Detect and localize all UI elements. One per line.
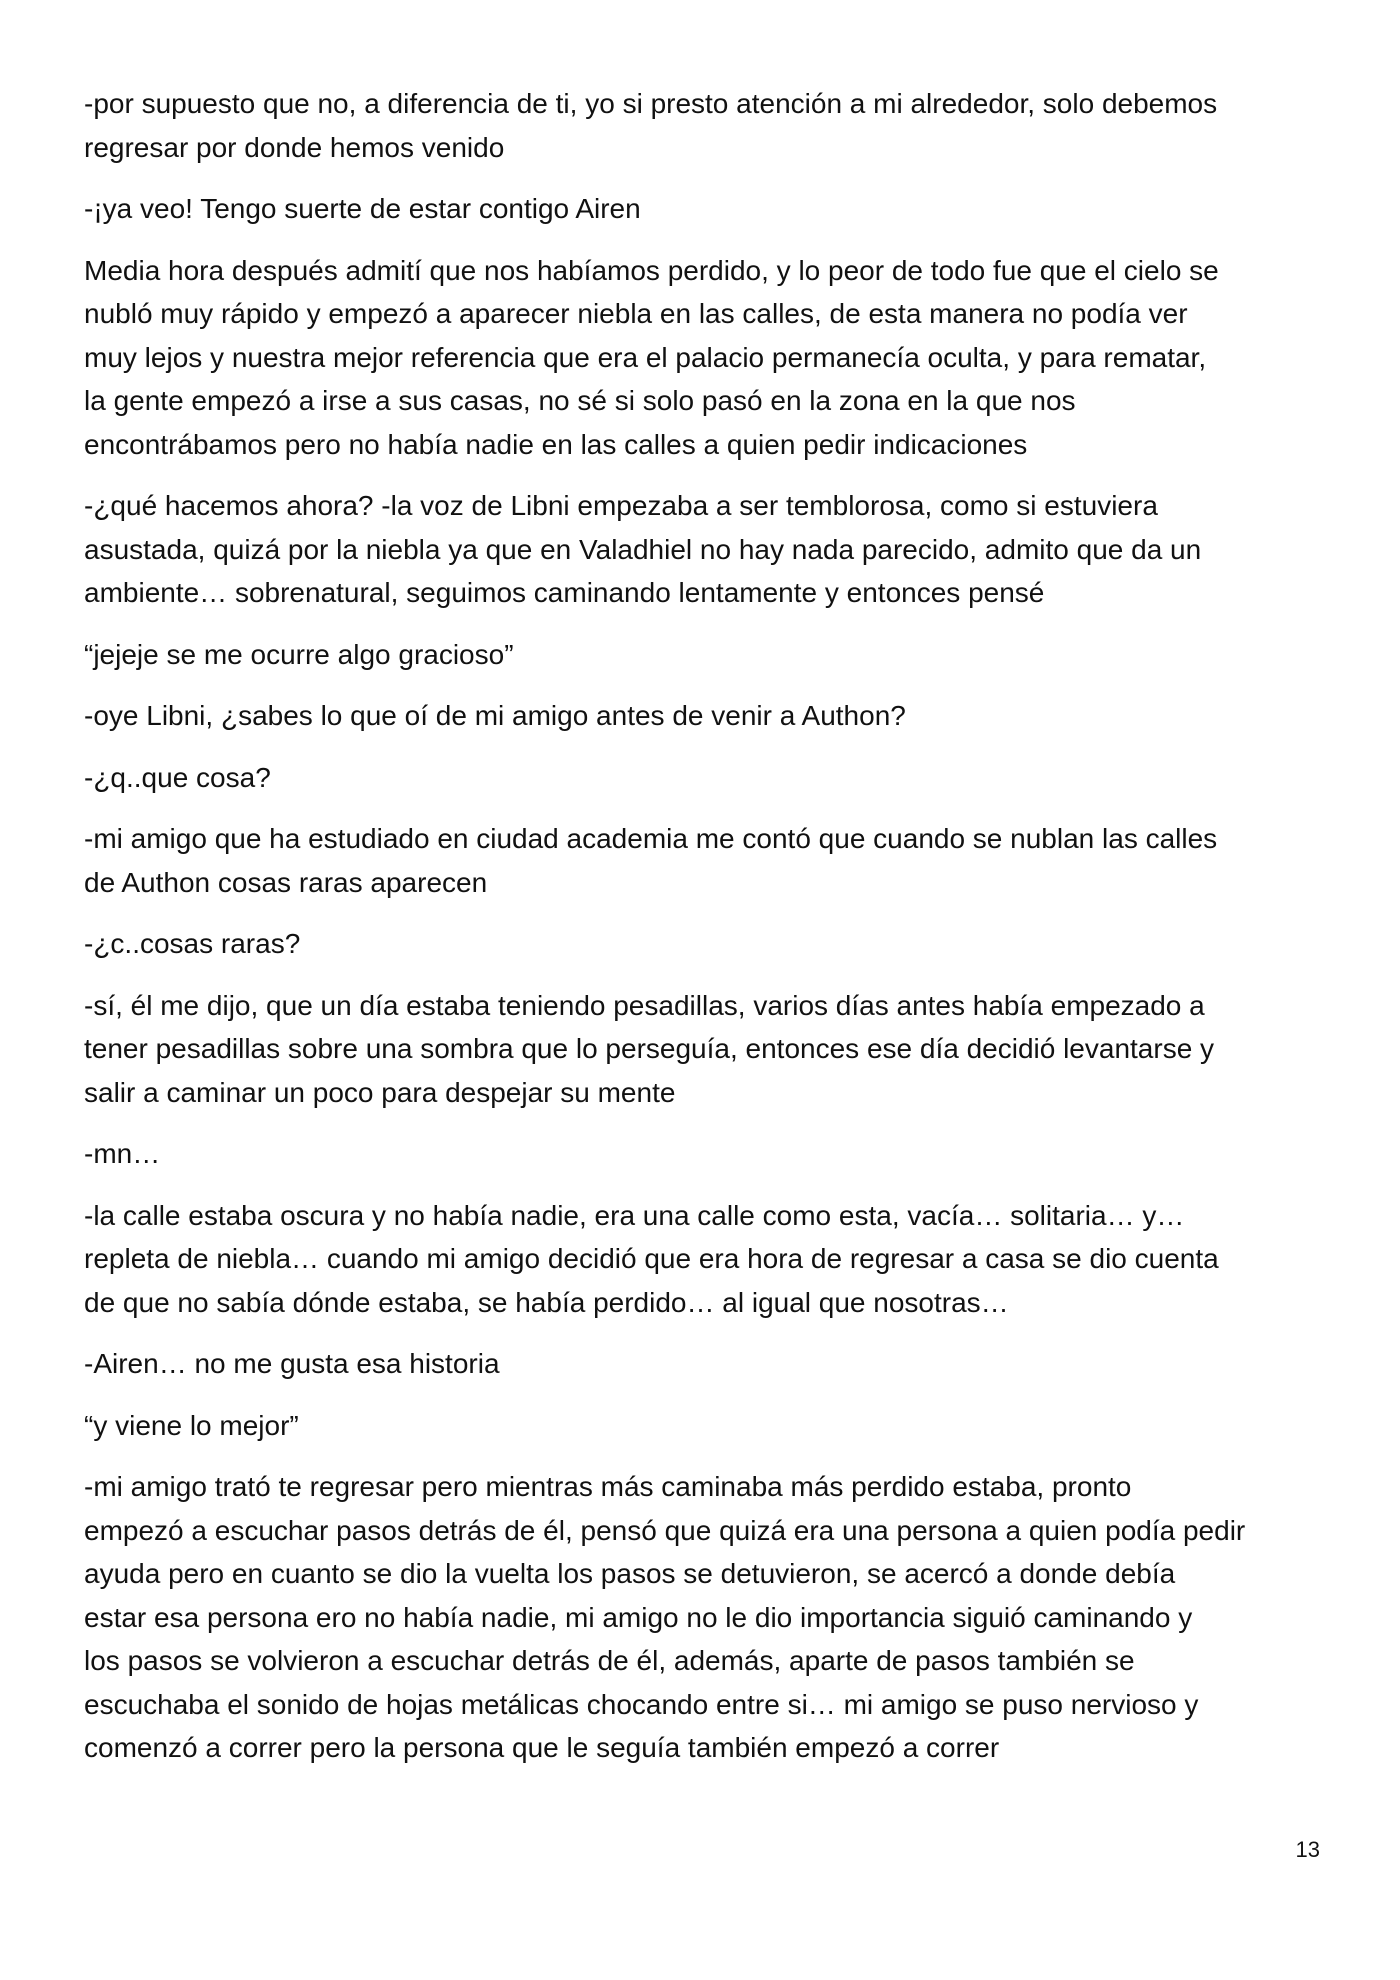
paragraph: -¿c..cosas raras? bbox=[84, 928, 301, 959]
page-number: 13 bbox=[1295, 1837, 1320, 1862]
body-text bbox=[84, 82, 1324, 1788]
paragraph: -mi amigo trató te regresar pero mientras más caminaba más perdido estaba, pronto empezó a escuchar pasos detrás de él, pensó que quizá era una persona a quien podía pedir ayuda pero en cuanto se dio la vuelta los pasos se detuvieron, se acercó a donde debía estar esa persona ero no había nadie, mi amigo no le dio importancia siguió caminando y los pasos se volvieron a escuchar detrás de él, además, aparte de pasos también se escuchaba el sonido de hojas metálicas chocando entre si… mi amigo se puso nervioso y comenzó a correr pero la persona que le seguía también empezó a correr bbox=[84, 1471, 1246, 1763]
paragraph: -Airen… no me gusta esa historia bbox=[84, 1348, 500, 1379]
paragraph: -oye Libni, ¿sabes lo que oí de mi amigo antes de venir a Authon? bbox=[84, 700, 906, 731]
paragraph: “y viene lo mejor” bbox=[84, 1409, 299, 1441]
paragraph: -la calle estaba oscura y no había nadie, era una calle como esta, vacía… solitaria… y… repleta de niebla… cuando mi amigo decidió que era hora de regresar a casa se dio cuenta de que no sabía dónde estaba, se había perdido… al igual que nosotras… bbox=[84, 1199, 1219, 1318]
paragraph: -¡ya veo! Tengo suerte de estar contigo Airen bbox=[84, 193, 641, 224]
paragraph: -mi amigo que ha estudiado en ciudad academia me contó que cuando se nublan las calles de Authon cosas raras aparecen bbox=[84, 823, 1218, 898]
paragraph: -por supuesto que no, a diferencia de ti, yo si presto atención a mi alrededor, solo debemos regresar por donde hemos venido bbox=[84, 88, 1218, 163]
paragraph: -¿qué hacemos ahora? -la voz de Libni empezaba a ser temblorosa, como si estuviera asustada, quizá por la niebla ya que en Valadhiel no hay nada parecido, admito que da un ambiente… sobrenatural, seguimos caminando lentamente y entonces pensé bbox=[84, 490, 1202, 608]
paragraph: Media hora después admití que nos habíamos perdido, y lo peor de todo fue que el cielo se nubló muy rápido y empezó a aparecer niebla en las calles, de esta manera no podía ver muy lejos y nuestra mejor referencia que era el palacio permanecía oculta, y para rematar, la gente empezó a irse a sus casas, no sé si solo pasó en la zona en la que nos encontrábamos pero no había nadie en las calles a quien pedir indicaciones bbox=[84, 254, 1219, 460]
paragraph: -sí, él me dijo, que un día estaba teniendo pesadillas, varios días antes había empezado a tener pesadillas sobre una sombra que lo perseguía, entonces ese día decidió levantarse y salir a caminar un poco para despejar su mente bbox=[84, 989, 1215, 1108]
paragraph: -mn… bbox=[84, 1138, 161, 1169]
paragraph: -¿q..que cosa? bbox=[84, 761, 271, 793]
paragraph: “jejeje se me ocurre algo gracioso” bbox=[84, 638, 514, 670]
